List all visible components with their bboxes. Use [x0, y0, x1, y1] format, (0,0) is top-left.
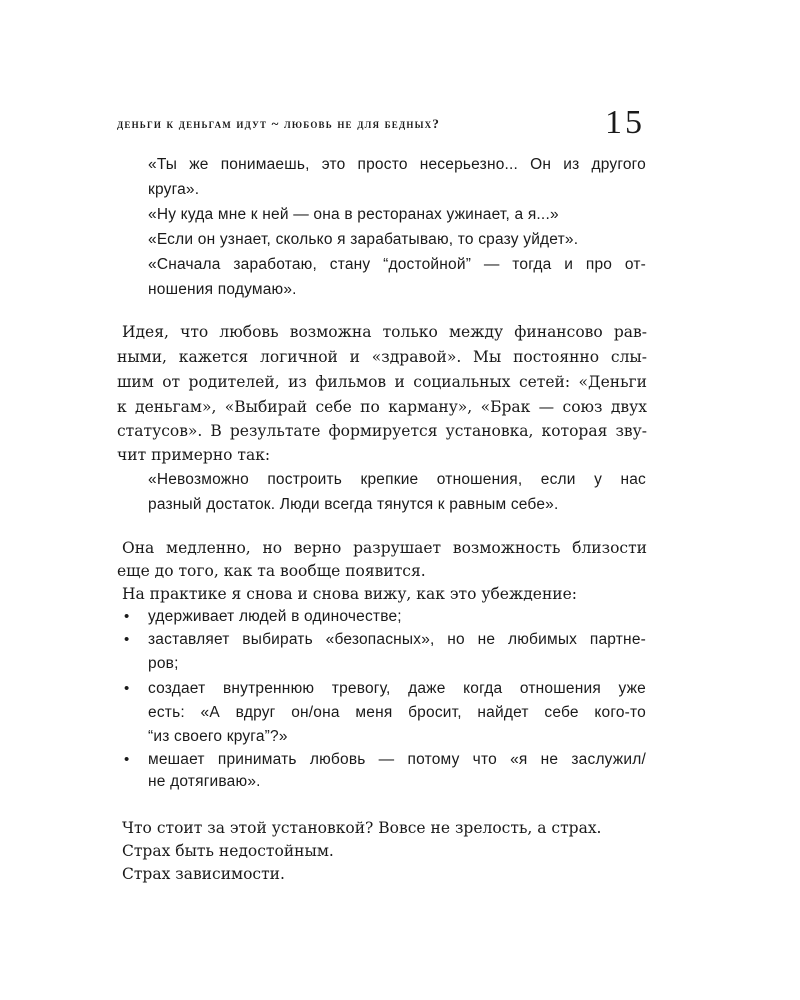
bullet-icon: • — [124, 608, 130, 625]
bullet-item: ров; — [148, 655, 179, 672]
quote-line: «Невозможно построить крепкие отношения, если у нас — [148, 471, 646, 488]
bullet-item: есть: «А вдруг он/она меня бросит, найдет себе кого-то — [148, 704, 646, 721]
paragraph-line: шим от родителей, из фильмов и социальных сетей: «Деньги — [117, 373, 647, 391]
bullet-item: удерживает людей в одиночестве; — [148, 608, 402, 625]
quote-line: круга». — [148, 181, 200, 198]
paragraph-line: чит примерно так: — [117, 446, 271, 464]
bullet-icon: • — [124, 680, 130, 697]
bullet-item: заставляет выбирать «безопасных», но не любимых партне- — [148, 631, 646, 648]
quote-line: «Если он узнает, сколько я зарабатываю, то сразу уйдет». — [148, 231, 579, 248]
paragraph-line: к деньгам», «Выбирай себе по карману», «Брак — союз двух — [117, 398, 647, 416]
bullet-item: “из своего круга”?» — [148, 728, 288, 745]
paragraph-line: На практике я снова и снова вижу, как это убеждение: — [122, 585, 578, 603]
page-number: 15 — [605, 104, 645, 141]
bullet-icon: • — [124, 631, 130, 648]
paragraph-line: Она медленно, но верно разрушает возможность близости — [122, 539, 647, 557]
paragraph-line: Идея, что любовь возможна только между финансово рав- — [122, 323, 647, 341]
paragraph-line: ными, кажется логичной и «здравой». Мы постоянно слы- — [117, 348, 647, 366]
bullet-item: создает внутреннюю тревогу, даже когда отношения уже — [148, 680, 646, 697]
closing-line: Страх зависимости. — [122, 865, 285, 883]
running-header: деньги к деньгам идут ~ любовь не для бедных? — [117, 116, 441, 131]
bullet-icon: • — [124, 751, 130, 768]
bullet-item: не дотягиваю». — [148, 773, 261, 790]
closing-line: Что стоит за этой установкой? Вовсе не зрелость, а страх. — [122, 819, 602, 837]
bullet-item: мешает принимать любовь — потому что «я не заслужил/ — [148, 751, 646, 768]
quote-line: «Ты же понимаешь, это просто несерьезно... Он из другого — [148, 156, 646, 173]
closing-line: Страх быть недостойным. — [122, 842, 334, 860]
quote-line: «Ну куда мне к ней — она в ресторанах ужинает, а я...» — [148, 206, 559, 223]
paragraph-line: статусов». В результате формируется установка, которая зву- — [117, 422, 647, 440]
quote-line: разный достаток. Люди всегда тянутся к равным себе». — [148, 496, 559, 513]
paragraph-line: еще до того, как та вообще появится. — [117, 562, 426, 580]
quote-line: ношения подумаю». — [148, 281, 297, 298]
quote-line: «Сначала заработаю, стану “достойной” — тогда и про от- — [148, 256, 646, 273]
